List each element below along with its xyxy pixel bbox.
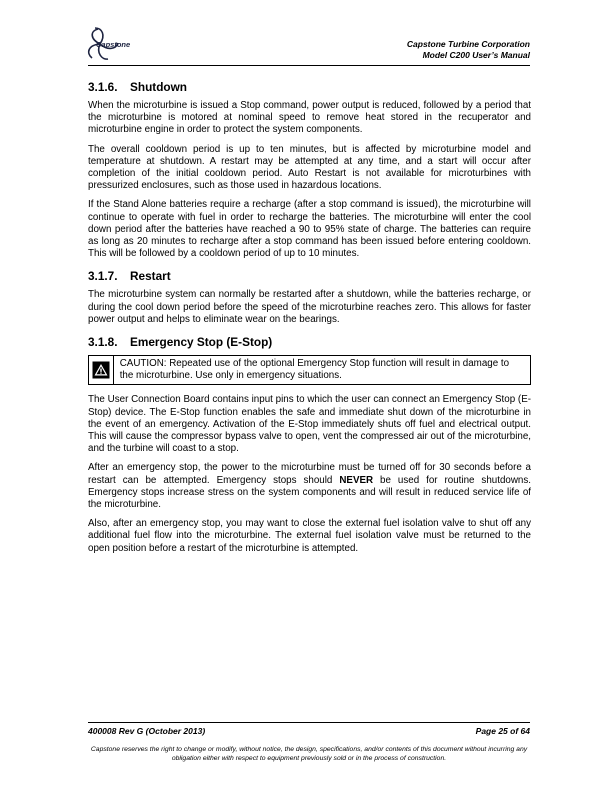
paragraph: After an emergency stop, the power to the microturbine must be turned off for 30 seconds before a restart can be attempted. Emergency stops should NEVER be used for routine shutdowns. Emergency stops increase stress on the system components and will result in reduced service life of the microturbine.: [88, 462, 531, 511]
page-number: Page 25 of 64: [475, 726, 530, 736]
paragraph: If the Stand Alone batteries require a recharge (after a stop command is issued), the microturbine will continue to operate with fuel in order to recharge the batteries. The microturbine will enter the cool down period after the batteries have reached a 90 to 95% state of charge. The batteries can require as long as 20 minutes to recharge after a stop command has been issued before entering cooldown. This will be followed by a cooldown period of up to 10 minutes.: [88, 199, 531, 260]
paragraph: The microturbine system can normally be restarted after a shutdown, while the batteries recharge, or during the cool down period before the speed of the microturbine reaches zero. This allows for faster power output and helps to eliminate wear on the bearings.: [88, 289, 531, 325]
footer-disclaimer: Capstone reserves the right to change or modify, without notice, the design, specifications, and/or contents of this document without incurring any obligation either with respect to equipment previously sold or in the process of construction.: [90, 746, 528, 762]
paragraph: The User Connection Board contains input pins to which the user can connect an Emergency Stop (E-Stop) device. The E-Stop function enables the safe and immediate shut down of the microturbine in the event of an emergency. Activation of the E-Stop immediately shuts off fuel and electrical output. This will cause the compressor bypass valve to open, vent the compressed air out of the microturbine, and the turbine will coast to a stop.: [88, 394, 531, 455]
paragraph: Also, after an emergency stop, you may want to close the external fuel isolation valve to shut off any additional fuel flow into the microturbine. The external fuel isolation valve must be returned to the open position before a restart of the microturbine is attempted.: [88, 518, 531, 554]
company-name: Capstone Turbine Corporation: [406, 39, 530, 49]
paragraph: When the microturbine is issued a Stop command, power output is reduced, followed by a period that the microturbine is motored at nominal speed to remove heat stored in the recuperator and microturbine engine in order to protect the system components.: [88, 100, 531, 136]
logo-text: Capstone: [96, 40, 131, 49]
section-heading-restart: 3.1.7. Restart: [88, 269, 171, 284]
section-heading-estop: 3.1.8. Emergency Stop (E-Stop): [88, 335, 273, 350]
warning-icon: [92, 361, 110, 379]
section-heading-shutdown: 3.1.6. Shutdown: [88, 80, 188, 94]
caution-text: CAUTION: Repeated use of the optional Emergency Stop function will result in damage to the microturbine. Use only in emergency situations.: [119, 358, 510, 382]
caution-box: [88, 355, 531, 385]
paragraph: The overall cooldown period is up to ten minutes, but is affected by microturbine model and temperature at shutdown. A restart may be attempted at any time, and a start will occur after completion of the initial cooldown period. Auto Restart is not available for microturbines with pressurized enclosures, such as those used in hazardous locations.: [88, 143, 531, 192]
caution-icon-cell: [89, 356, 114, 384]
manual-name: Model C200 User’s Manual: [422, 49, 530, 60]
footer-rule: [88, 722, 530, 723]
document-revision: 400008 Rev G (October 2013): [88, 726, 206, 736]
emphasis-never: NEVER: [339, 474, 374, 486]
header-rule: [88, 65, 530, 66]
page-content: [88, 80, 531, 562]
header-info: [407, 39, 530, 60]
